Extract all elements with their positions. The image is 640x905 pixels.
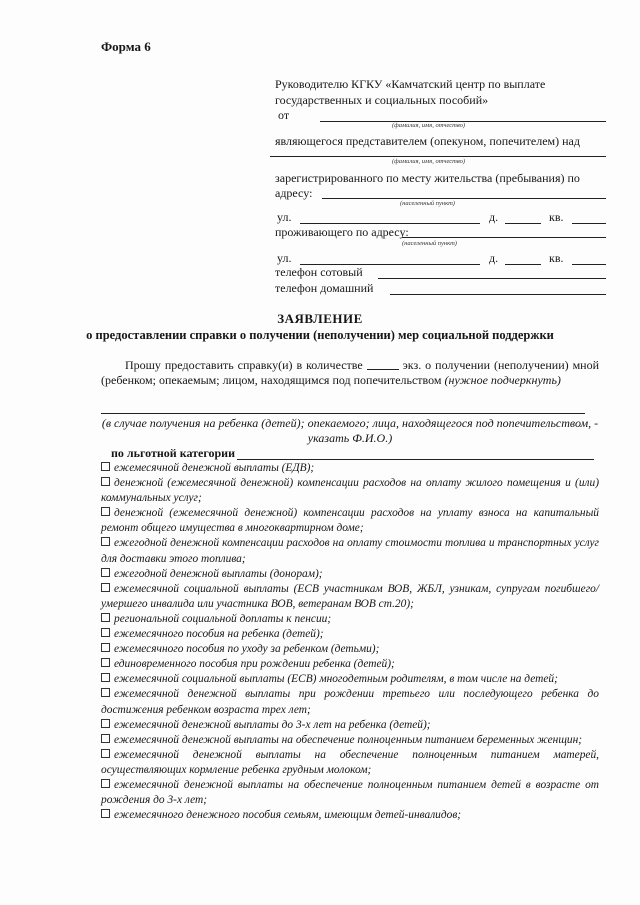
registered-label-2: адресу: [275, 186, 313, 200]
checkbox-icon[interactable] [101, 507, 110, 516]
category-item-label: ежемесячной денежной выплаты на обеспечение полноценным питанием детей в возрасте от рождения до 3-х лет; [101, 778, 599, 807]
checkbox-icon[interactable] [101, 613, 110, 622]
addressee-line-2: государственных и социальных пособий» [275, 93, 489, 107]
category-item [101, 476, 599, 506]
category-item-label: денежной (ежемесячной денежной) компенсации расходов на уплату взноса на капитальный ремонт общего имущества в многоквартирном доме; [101, 507, 599, 535]
from-label: от [278, 108, 290, 122]
residing-apartment-field[interactable] [572, 264, 606, 265]
category-checklist [101, 461, 599, 823]
checkbox-icon[interactable] [101, 688, 110, 697]
underline-note: (нужное подчеркнуть) [444, 373, 561, 387]
form-number-label: Форма 6 [101, 39, 151, 54]
house-label-2: д. [489, 251, 499, 265]
mobile-phone-field[interactable] [378, 278, 606, 279]
checkbox-icon[interactable] [101, 749, 110, 758]
category-label: по льготной категории [111, 446, 236, 460]
checkbox-icon[interactable] [101, 537, 110, 546]
category-item [101, 718, 599, 733]
category-item [101, 687, 599, 717]
checkbox-icon[interactable] [101, 477, 110, 486]
locality-hint-2: (населенный пункт) [402, 240, 457, 247]
child-note: (в случае получения на ребенка (детей); опекаемого; лица, находящегося под попечительством, - указать Ф.И.О.) [101, 416, 599, 445]
category-item [101, 506, 599, 536]
request-text-end: экз. о получении (неполучении) мной (ребенком; опекаемым; лицом, находящимся под попечительством [101, 358, 600, 387]
category-item [101, 672, 599, 687]
checkbox-icon[interactable] [101, 734, 110, 743]
category-item [101, 536, 599, 566]
checkbox-icon[interactable] [101, 658, 110, 667]
locality-hint-1: (населенный пункт) [400, 200, 455, 207]
checkbox-icon[interactable] [101, 809, 110, 818]
category-item [101, 627, 599, 642]
category-item [101, 567, 599, 582]
ward-name-field[interactable] [270, 156, 606, 157]
category-item [101, 642, 599, 657]
apartment-label-1: кв. [549, 210, 564, 224]
category-item [101, 657, 599, 672]
registered-locality-field[interactable] [322, 198, 606, 199]
category-item [101, 733, 599, 748]
mobile-phone-label: телефон сотовый [275, 265, 363, 279]
checkbox-icon[interactable] [101, 568, 110, 577]
child-name-field[interactable] [101, 413, 585, 414]
category-item-label: ежегодной денежной компенсации расходов на оплату стоимости топлива и транспортных услуг для доставки этого топлива; [101, 537, 599, 565]
category-item-label: денежной (ежемесячной денежной) компенсации расходов на оплату жилого помещения и (или) коммунальных услуг; [101, 477, 599, 505]
checkbox-icon[interactable] [101, 628, 110, 637]
request-text-start: Прошу предоставить справку(и) в количестве [125, 358, 363, 372]
residing-label: проживающего по адресу: [275, 225, 409, 239]
category-item-label: ежемесячной социальной выплаты (ЕСВ участникам ВОВ, ЖБЛ, узникам, супругам погибшего/умершего инвалида или участника ВОВ, ветеранам ВОВ ст.20); [101, 582, 599, 610]
checkbox-icon[interactable] [101, 643, 110, 652]
category-item-label: ежемесячной денежной выплаты на обеспечение полноценным питанием беременных женщин; [114, 733, 583, 746]
street-label-1: ул. [277, 210, 292, 224]
category-item-label: ежемесячной денежной выплаты до 3-х лет на ребенка (детей); [114, 718, 431, 731]
category-item [101, 778, 599, 808]
checkbox-icon[interactable] [101, 673, 110, 682]
registered-house-field[interactable] [505, 223, 541, 224]
category-item [101, 612, 599, 627]
category-item-label: ежемесячного денежного пособия семьям, имеющим детей-инвалидов; [114, 809, 462, 822]
category-item-label: ежемесячного пособия по уходу за ребенком (детьми); [114, 643, 380, 656]
home-phone-label: телефон домашний [275, 281, 374, 295]
category-item-label: ежегодной денежной выплаты (донорам); [114, 567, 323, 580]
request-paragraph [101, 358, 599, 388]
category-field[interactable] [237, 459, 594, 460]
document-title: ЗАЯВЛЕНИЕ [277, 311, 363, 326]
copies-count-field[interactable] [367, 359, 399, 370]
registered-label-1: зарегистрированного по месту жительства (пребывания) по [275, 171, 580, 185]
residing-locality-field[interactable] [402, 237, 606, 238]
home-phone-field[interactable] [390, 294, 606, 295]
category-item-label: единовременного пособия при рождении ребенка (детей); [114, 658, 395, 671]
checkbox-icon[interactable] [101, 462, 110, 471]
street-label-2: ул. [277, 251, 292, 265]
checkbox-icon[interactable] [101, 583, 110, 592]
house-label-1: д. [489, 210, 499, 224]
category-item [101, 748, 599, 778]
fio-hint-1: (фамилия, имя, отчество) [392, 122, 466, 129]
category-item-label: региональной социальной доплаты к пенсии; [114, 612, 332, 625]
registered-apartment-field[interactable] [572, 223, 606, 224]
category-item [101, 582, 599, 612]
category-item-label: ежемесячной денежной выплаты при рождении третьего или последующего ребенка до достижения ребенком возраста трех лет; [101, 688, 599, 716]
checkbox-icon[interactable] [101, 719, 110, 728]
category-item-label: ежемесячной денежной выплаты (ЕДВ); [114, 462, 315, 474]
residing-house-field[interactable] [505, 264, 541, 265]
fio-hint-2: (фамилия, имя, отчество) [392, 158, 466, 165]
addressee-line-1: Руководителю КГКУ «Камчатский центр по выплате [275, 77, 546, 91]
checkbox-icon[interactable] [101, 779, 110, 788]
category-item [101, 461, 599, 476]
document-subtitle: о предоставлении справки о получении (неполучении) мер социальной поддержки [86, 328, 554, 342]
category-item-label: ежемесячного пособия на ребенка (детей); [114, 628, 324, 641]
category-item-label: ежемесячной социальной выплаты (ЕСВ) многодетным родителям, в том числе на детей; [114, 673, 558, 686]
category-item-label: ежемесячной денежной выплаты на обеспечение полноценным питанием матерей, осуществляющих кормление ребенка грудным молоком; [101, 748, 599, 776]
registered-street-field[interactable] [300, 223, 480, 224]
apartment-label-2: кв. [549, 251, 564, 265]
category-item [101, 808, 599, 823]
representative-label: являющегося представителем (опекуном, попечителем) над [275, 134, 580, 148]
